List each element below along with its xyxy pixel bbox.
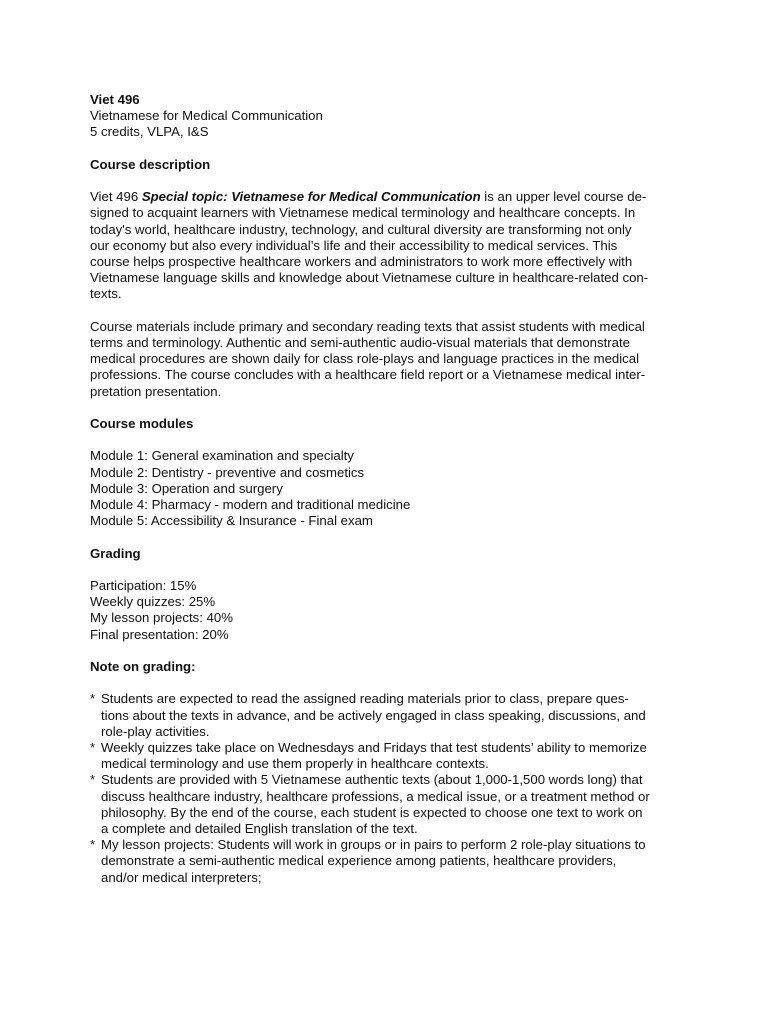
description-paragraph-1-line: Vietnamese language skills and knowledge about Vietnamese culture in healthcare-related con- <box>90 270 649 286</box>
description-paragraph-2-line: terms and terminology. Authentic and semi-authentic audio-visual materials that demonstrate <box>90 335 630 350</box>
note-line: Students are expected to read the assigned reading materials prior to class, prepare ques- <box>101 691 629 707</box>
module-item: Module 4: Pharmacy - modern and traditional medicine <box>90 497 411 512</box>
notes-heading: Note on grading: <box>90 658 196 674</box>
description-paragraph-1-line: texts. <box>90 286 122 302</box>
notes-list <box>90 691 686 885</box>
module-item: Module 1: General examination and specialty <box>90 448 354 464</box>
note-line: and/or medical interpreters; <box>101 869 262 885</box>
bullet-marker: * <box>90 691 96 707</box>
grading-item: Weekly quizzes: 25% <box>90 594 216 610</box>
module-item: Module 3: Operation and surgery <box>90 480 283 496</box>
course-name: Vietnamese for Medical Communication <box>90 108 323 124</box>
description-paragraph-1-line: course helps prospective healthcare workers and administrators to work more effectively with <box>90 254 633 269</box>
note-bullet <box>90 837 686 886</box>
description-paragraph-1-line-1 <box>90 189 686 205</box>
note-line: a complete and detailed English translation of the text. <box>101 821 418 836</box>
grading-item: My lesson projects: 40% <box>90 610 233 626</box>
note-line: philosophy. By the end of the course, each student is expected to choose one text to work on <box>101 804 643 820</box>
note-line: Students are provided with 5 Vietnamese authentic texts (about 1,000-1,500 words long) that <box>101 772 643 788</box>
description-paragraph-1-line: today's world, healthcare industry, technology, and cultural diversity are transforming not only <box>90 221 632 237</box>
note-line: Weekly quizzes take place on Wednesdays and Fridays that test students’ ability to memorize <box>101 739 647 755</box>
description-paragraph-2-line: professions. The course concludes with a healthcare field report or a Vietnamese medical inter- <box>90 367 646 383</box>
note-line: tions about the texts in advance, and be actively engaged in class speaking, discussions, and <box>101 707 646 723</box>
description-paragraph-2-line: medical procedures are shown daily for class role-plays and language practices in the medical <box>90 351 640 367</box>
module-item: Module 5: Accessibility & Insurance - Final exam <box>90 513 373 529</box>
bullet-marker: * <box>90 837 96 853</box>
modules-list <box>90 448 686 529</box>
description-line1-rest: is an upper level course de- <box>480 189 647 205</box>
note-line: medical terminology and use them properly in healthcare contexts. <box>101 756 489 772</box>
bullet-marker: * <box>90 739 96 755</box>
note-bullet <box>90 772 686 837</box>
note-line: role-play activities. <box>101 723 210 739</box>
grading-item: Participation: 15% <box>90 577 197 593</box>
document-page <box>90 92 686 886</box>
course-code: Viet 496 <box>90 92 140 107</box>
description-paragraph-1 <box>90 189 686 302</box>
grading-list <box>90 578 686 643</box>
grading-item: Final presentation: 20% <box>90 626 229 642</box>
description-lead: Viet 496 <box>90 189 142 205</box>
modules-heading: Course modules <box>90 416 194 431</box>
description-emphasis: Special topic: Vietnamese for Medical Communication <box>141 189 481 205</box>
note-line: discuss healthcare industry, healthcare professions, a medical issue, or a treatment method or <box>101 788 650 804</box>
description-paragraph-2 <box>90 319 686 400</box>
module-item: Module 2: Dentistry - preventive and cosmetics <box>90 464 365 480</box>
description-paragraph-1-line: our economy but also every individual’s life and their accessibility to medical services. This <box>90 237 618 253</box>
grading-heading: Grading <box>90 545 141 561</box>
note-line: demonstrate a semi-authentic medical experience among patients, healthcare providers, <box>101 853 617 869</box>
description-paragraph-2-line: pretation presentation. <box>90 383 222 399</box>
description-paragraph-1-line: signed to acquaint learners with Vietnamese medical terminology and healthcare concepts. In <box>90 205 636 221</box>
note-bullet <box>90 740 686 772</box>
course-credits: 5 credits, VLPA, I&S <box>90 124 209 140</box>
note-bullet <box>90 691 686 740</box>
note-line: My lesson projects: Students will work in groups or in pairs to perform 2 role-play situations to <box>101 837 646 853</box>
description-heading: Course description <box>90 156 211 172</box>
bullet-marker: * <box>90 772 96 788</box>
description-paragraph-2-line: Course materials include primary and secondary reading texts that assist students with medical <box>90 318 645 334</box>
